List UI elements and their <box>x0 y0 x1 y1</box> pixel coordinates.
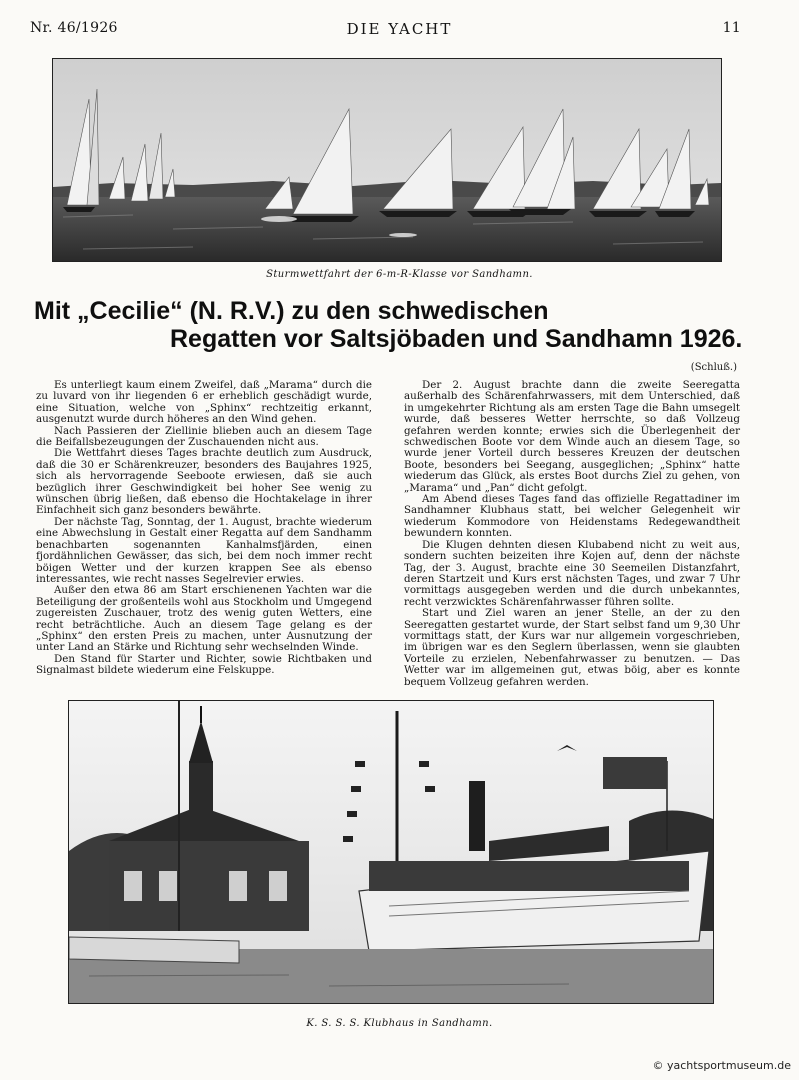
paragraph: Den Stand für Starter und Richter, sowie Richtbaken und Signalmast bildete wiederum eine Felskuppe. <box>36 652 372 677</box>
continuation-note: (Schluß.) <box>690 362 737 373</box>
paragraph: Außer den etwa 86 am Start erschienenen Yachten war die Beteiligung der großenteils wohl aus Stockholm und Umgegend zugereisten Zuschauer, trotz des wenig guten Wetters, eine recht beträchtliche. Auch an diesem Tage gelang es der „Sphinx“ den ersten Preis zu machen, unter Ausnutzung der unter Land an Stärke und Richtung sehr wechselnden Winde. <box>36 584 372 654</box>
paragraph: Die Klugen dehnten diesen Klubabend nicht zu weit aus, sondern suchten beizeiten ihre Kojen auf, denn der nächste Tag, der 3. August, brachte eine 30 Seemeilen Distanzfahrt, deren Startzeit und Kurs erst nächsten Tages, und zwar 7 Uhr vormittags ausgegeben werden und die durch unbekanntes, recht verzwicktes Schärenfahrwasser führen sollte. <box>404 538 740 608</box>
paragraph: Der nächste Tag, Sonntag, der 1. August, brachte wiederum eine Abwechslung in Gestalt einer Regatta auf dem Sandhamm benachbarten sogenannten Kanhalmsfjärden, einen fjordähnlichen Gewässer, das sich, bei dem noch immer recht böigen Wetter und der kurzen krappen See als ebenso interessantes, wie recht nasses Segelrevier erwies. <box>36 515 372 585</box>
page-number: 11 <box>722 20 741 36</box>
article-right-column <box>404 380 740 688</box>
issue-number: Nr. 46/1926 <box>30 20 118 36</box>
copyright-watermark: © yachtsportmuseum.de <box>652 1059 791 1072</box>
clubhouse-photo <box>68 700 714 1004</box>
paragraph: Es unterliegt kaum einem Zweifel, daß „Marama“ durch die zu luvard von ihr liegenden 6 er erheblich geschädigt wurde, eine Situation, welche von „Sphinx“ rechtzeitig erkannt, ausgenutzt wurde durch höheres an den Wind gehen. <box>36 379 372 426</box>
bottom-photo-caption: K. S. S. S. Klubhaus in Sandhamn. <box>306 1018 493 1029</box>
paragraph: Am Abend dieses Tages fand das offizielle Regattadiner im Sandhamner Klubhaus statt, bei welcher Gelegenheit wir wiederum Kommodore von Heidenstams Redegewandtheit bewundern konnten. <box>404 493 740 540</box>
sailboats-illustration <box>53 59 721 261</box>
paragraph: Nach Passieren der Ziellinie blieben auch an diesem Tage die Beifallsbezeugungen der Zuschauenden nicht aus. <box>36 424 372 449</box>
article-title-line-1: Mit „Cecilie“ (N. R.V.) zu den schwedischen <box>34 297 549 325</box>
top-photo-caption: Sturmwettfahrt der 6-m-R-Klasse vor Sandhamn. <box>266 269 533 280</box>
magazine-name: DIE YACHT <box>346 20 453 38</box>
paragraph: Start und Ziel waren an jener Stelle, an der zu den Seeregatten gestartet wurde, der Start selbst fand um 9,30 Uhr vormittags statt, der Kurs war nur allgemein vorgeschrieben, im übrigen war es den Seglern überlassen, wenn sie glaubten Vorteile zu erzielen, Nebenfahrwasser zu benutzen. — Das Wetter war im allgemeinen gut, etwas böig, aber es konnte bequem Vollzeug gefahren werden. <box>404 607 740 688</box>
article-title-line-2: Regatten vor Saltsjöbaden und Sandhamn 1926. <box>170 325 743 353</box>
paragraph: Die Wettfahrt dieses Tages brachte deutlich zum Ausdruck, daß die 30 er Schärenkreuzer, besonders des Baujahres 1925, sich als hervorragende Seeboote erwiesen, daß sie auch bezüglich ihrer Geschwindigkeit bei hoher See wenig zu wünschen übrig ließen, daß ebenso die Hochtakelage in ihrer Einfachheit sich ganz besonders bewährte. <box>36 447 372 517</box>
clubhouse-illustration <box>69 701 713 1003</box>
article-left-column <box>36 380 372 677</box>
paragraph: Der 2. August brachte dann die zweite Seeregatta außerhalb des Schärenfahrwassers, mit dem Unterschied, daß in umgekehrter Richtung als am ersten Tage die Bahn umsegelt wurde, daß besseres Wetter herrschte, so daß Vollzeug gefahren werden konnte; erwies sich die Überlegenheit der schwedischen Boote vor dem Winde auch an diesem Tage, so wurde jener Vorteil durch besseres Kreuzen der deutschen Boote, besonders bei Seegang, ausgeglichen; „Sphinx“ hatte wiederum das Glück, als erstes Boot durchs Ziel zu gehen, von „Marama“ und „Pan“ dicht gefolgt. <box>404 379 740 494</box>
regatta-photo <box>52 58 722 262</box>
